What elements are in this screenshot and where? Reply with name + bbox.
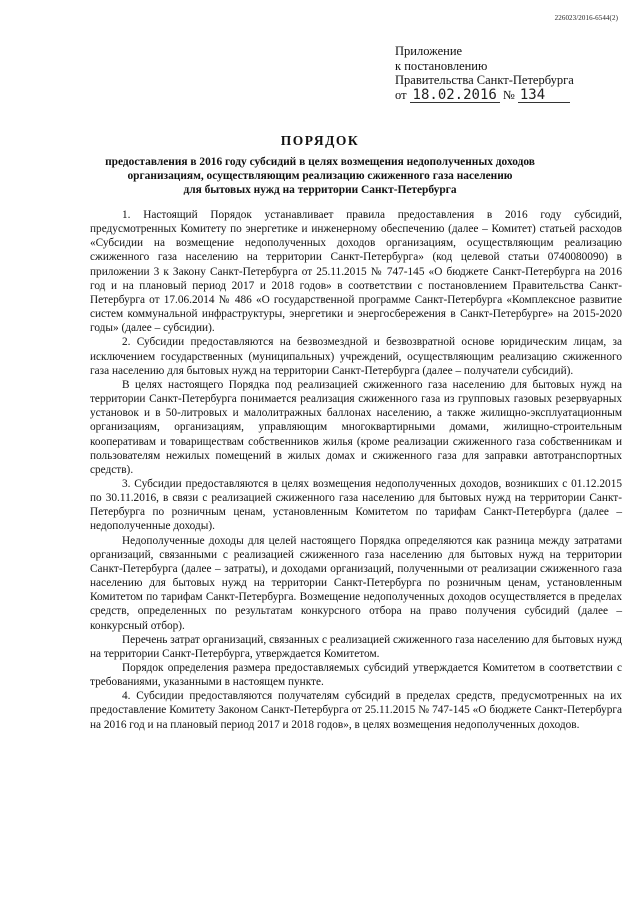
approval-date: 18.02.2016 [410,88,500,104]
paragraph-8: 4. Субсидии предоставляются получателям субсидий в пределах средств, предусмотренных на их предоставление Комитету Законом Санкт-Петербурга от 25.11.2015 № 747-145 «О бюджете Санкт-Петербурга на 2016 год и на плановый период 2017 и 2018 годов», в целях возмещения недополученных доходов. [90,690,622,731]
appendix-line-1: Приложение [395,44,463,58]
paragraph-2: 2. Субсидии предоставляются на безвозмездной и безвозвратной основе юридическим лицам, за исключением государственных (муниципальных) учреждений, осуществляющим реализацию сжиженного газа населению для бытовых нужд на территории Санкт-Петербурга (далее – получатели субсидий). [90,336,622,377]
paragraph-4: 3. Субсидии предоставляются в целях возмещения недополученных доходов, возникших с 01.12.2015 по 30.11.2016, в связи с реализацией сжиженного газа населению для бытовых нужд на территории Санкт-Петербурга по розничным ценам, установленным Комитетом по тарифам Санкт-Петербурга (далее – недополученные доходы). [90,477,622,533]
subtitle-line-1: предоставления в 2016 году субсидий в целях возмещения недополученных доходов [105,156,535,168]
paragraph-6: Перечень затрат организаций, связанных с реализацией сжиженного газа населению для бытовых нужд на территории Санкт-Петербурга, утверждается Комитетом. [90,633,622,660]
document-registration-code: 226023/2016-6544(2) [554,14,618,22]
paragraph-7: Порядок определения размера предоставляемых субсидий утверждается Комитетом в соответствии с требованиями, указанными в настоящем пункте. [90,662,622,689]
paragraph-3: В целях настоящего Порядка под реализацией сжиженного газа населению для бытовых нужд на территории Санкт-Петербурга понимается реализация сжиженного газа из групповых газовых резервуарных установок и в 50-литровых и малолитражных баллонах населению, а также жилищно-эксплуатационным организациям, организациям, управляющим многоквартирными домами, жилищно-строительным кооперативам и товариществам собственников жилья (кроме реализации сжиженного газа собственникам и пользователям нежилых помещений в жилых домах и сжиженного газа для заправки автотранспортных средств). [90,378,622,476]
appendix-block [395,44,625,103]
document-body [90,208,622,732]
approval-number: 134 [518,88,570,104]
document-title-block [90,133,550,197]
paragraph-5: Недополученные доходы для целей настоящего Порядка определяются как разница между затратами организаций, связанными с реализацией сжиженного газа населению для бытовых нужд на территории Санкт-Петербурга (далее – затраты), и доходами организаций, полученными от реализации сжиженного газа населению для бытовых нужд на территории Санкт-Петербурга по розничным ценам, установленным Комитетом по тарифам Санкт-Петербурга. Возмещение недополученных доходов осуществляется в пределах средств, определенных по результатам конкурсного отбора на право получения субсидий (далее – конкурсный отбор). [90,534,622,632]
paragraph-1: 1. Настоящий Порядок устанавливает правила предоставления в 2016 году субсидий, предусмотренных Комитету по энергетике и инженерному обеспечению (далее – Комитет) статьей расходов «Субсидии на возмещение недополученных доходов организациям, осуществляющим реализацию сжиженного газа населению на территории Санкт-Петербурга» (код целевой статьи 0740080090) в приложении 3 к Закону Санкт-Петербурга от 25.11.2015 № 747-145 «О бюджете Санкт-Петербурга на 2016 год и на плановый период 2017 и 2018 годов» в соответствии с постановлением Правительства Санкт-Петербурга от 17.06.2014 № 486 «О государственной программе Санкт-Петербурга «Комплексное развитие систем коммунальной инфраструктуры, энергетики и энергосбережения в Санкт-Петербурге» на 2015-2020 годы» (далее – субсидии). [90,209,622,335]
appendix-line-2: к постановлению [395,58,488,73]
approval-number-label: № [502,87,515,102]
subtitle-line-3: для бытовых нужд на территории Санкт-Петербурга [183,184,457,196]
document-title: ПОРЯДОК [280,133,360,148]
subtitle-line-2: организациям, осуществляющим реализацию сжиженного газа населению [127,170,513,182]
approval-from-label: от [395,87,407,102]
document-subtitle [90,155,550,197]
approval-line [395,88,625,104]
appendix-line-3: Правительства Санкт-Петербурга [395,73,574,87]
